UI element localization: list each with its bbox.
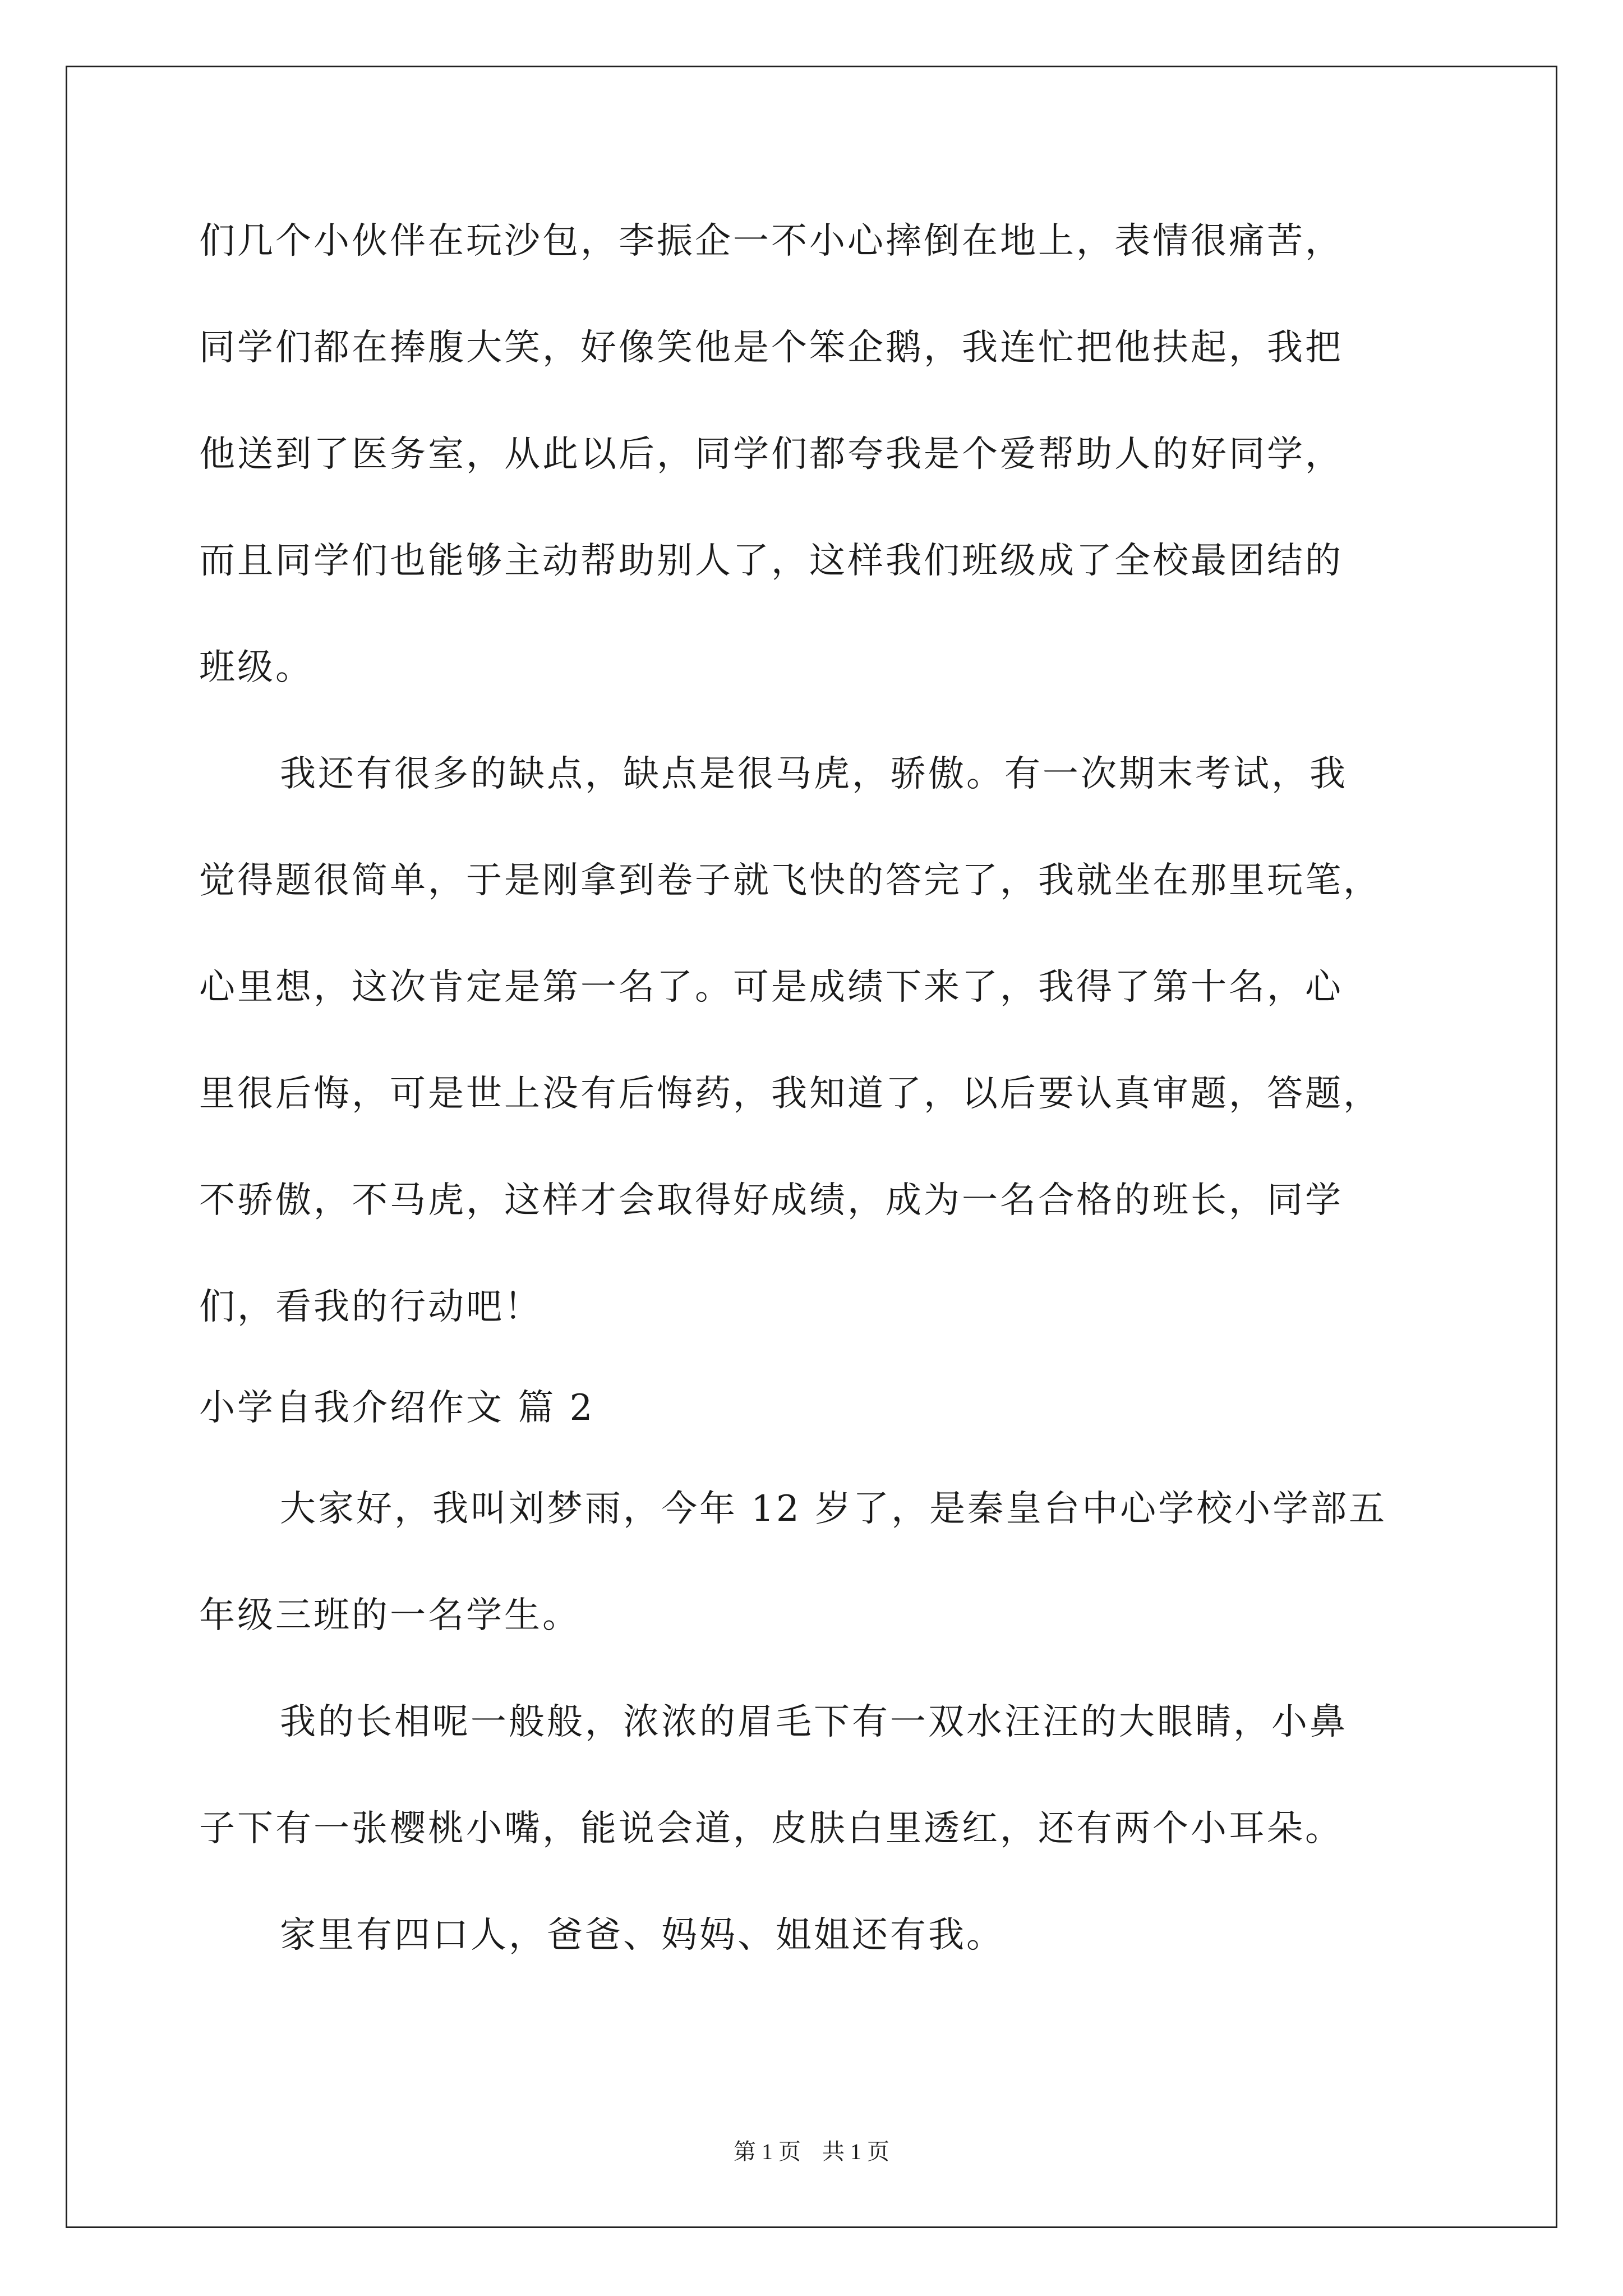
text-line: 子下有一张樱桃小嘴，能说会道，皮肤白里透红，还有两个小耳朵。 (199, 1808, 1343, 1849)
text-line: 而且同学们也能够主动帮助别人了，这样我们班级成了全校最团结的 (199, 540, 1343, 582)
paragraph-first-line: 我的长相呢一般般，浓浓的眉毛下有一双水汪汪的大眼睛，小鼻 (280, 1701, 1348, 1743)
text-line: 心里想，这次肯定是第一名了。可是成绩下来了，我得了第十名，心 (199, 967, 1343, 1008)
page-number-total: 共 1 页 (822, 2139, 889, 2164)
text-line: 他送到了医务室，从此以后，同学们都夸我是个爱帮助人的好同学， (199, 434, 1343, 475)
page-number-current: 第 1 页 (734, 2139, 801, 2164)
text-line: 年级三班的一名学生。 (199, 1595, 580, 1636)
paragraph-first-line: 我还有很多的缺点，缺点是很马虎，骄傲。有一次期末考试，我 (280, 753, 1348, 795)
text-line: 觉得题很简单，于是刚拿到卷子就飞快的答完了，我就坐在那里玩笔， (199, 860, 1381, 901)
section-heading: 小学自我介绍作文 篇 2 (199, 1387, 595, 1429)
text-line: 同学们都在捧腹大笑，好像笑他是个笨企鹅，我连忙把他扶起，我把 (199, 327, 1343, 369)
page-footer (0, 2135, 1623, 2169)
text-line: 不骄傲，不马虎，这样才会取得好成绩，成为一名合格的班长，同学 (199, 1180, 1343, 1221)
text-line: 班级。 (199, 647, 313, 688)
text-line: 们几个小伙伴在玩沙包，李振企一不小心摔倒在地上，表情很痛苦， (199, 220, 1343, 262)
page-border (66, 66, 1557, 2228)
paragraph-first-line: 大家好，我叫刘梦雨，今年 12 岁了，是秦皇台中心学校小学部五 (280, 1488, 1387, 1530)
paragraph-first-line: 家里有四口人，爸爸、妈妈、姐姐还有我。 (280, 1915, 1004, 1956)
text-line: 里很后悔，可是世上没有后悔药，我知道了，以后要认真审题，答题， (199, 1073, 1381, 1115)
text-line: 们，看我的行动吧！ (199, 1286, 542, 1328)
